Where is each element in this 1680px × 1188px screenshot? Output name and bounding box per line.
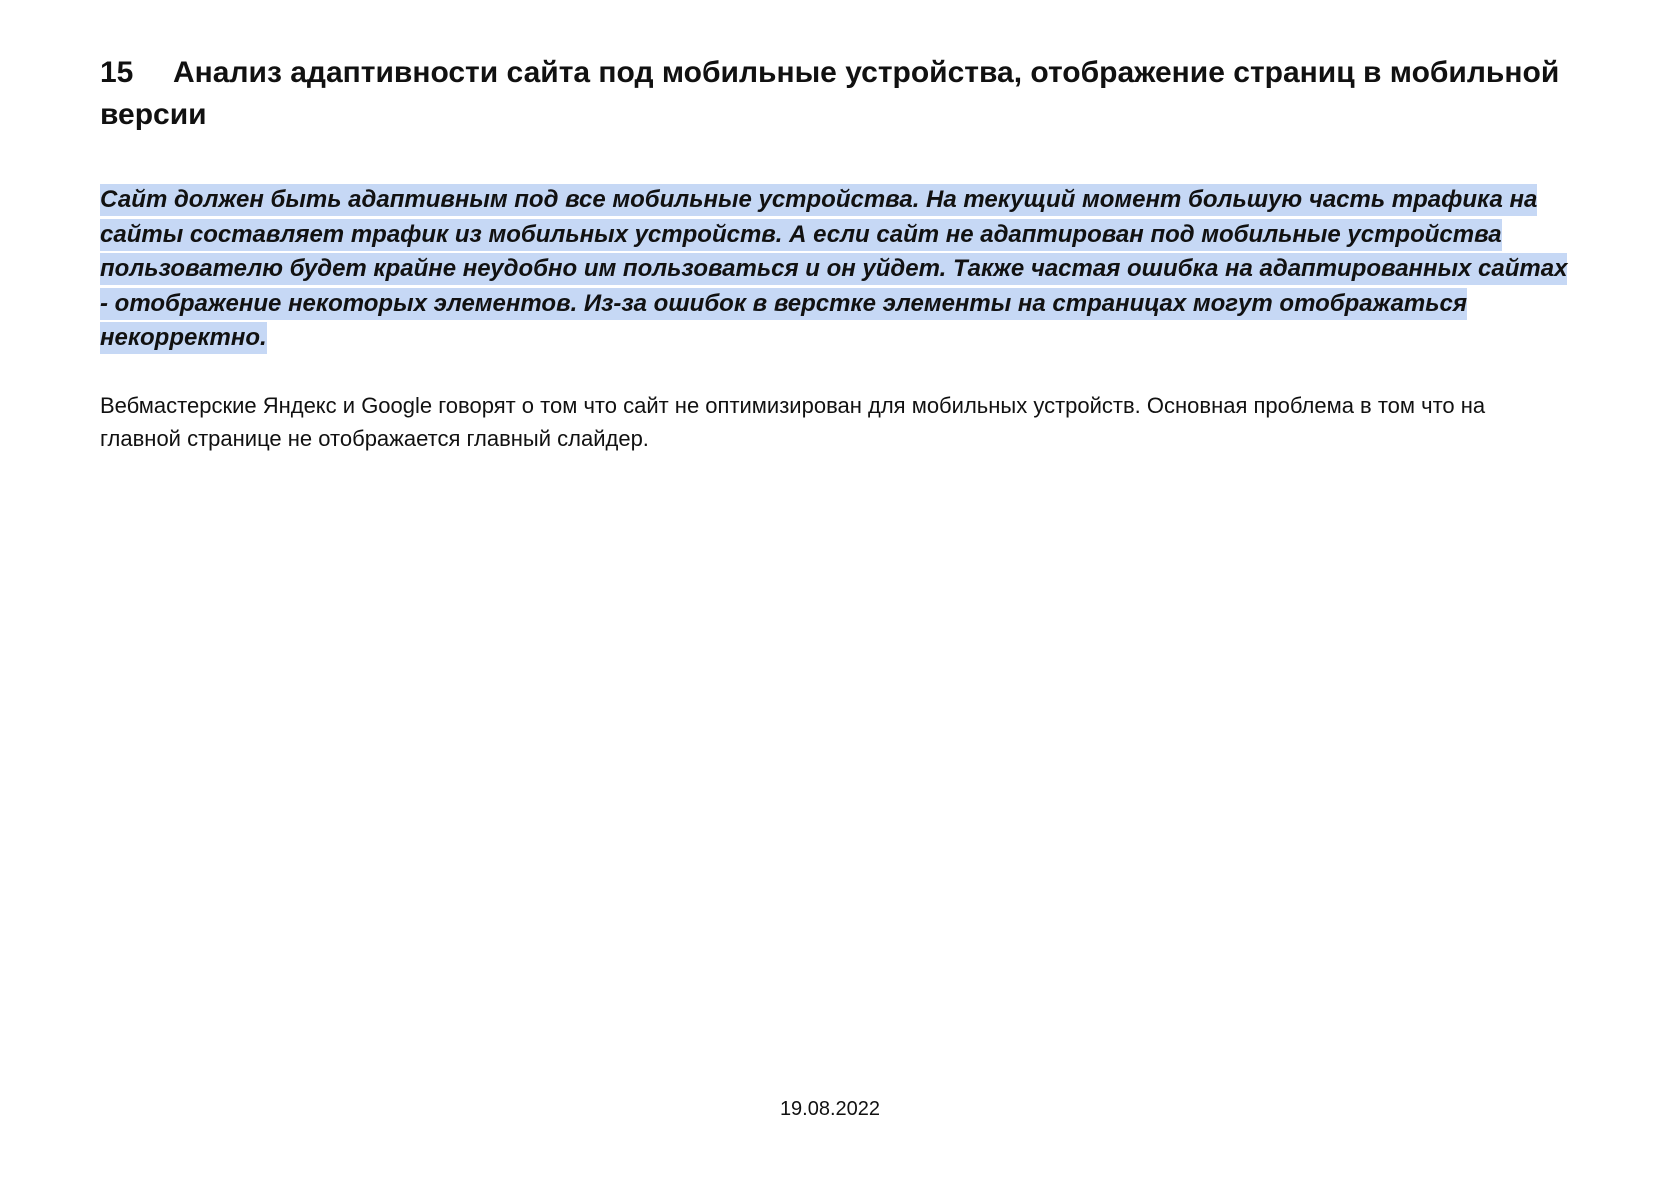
section-number: 15: [100, 56, 134, 89]
section-title: Анализ адаптивности сайта под мобильные устройства, отображение страниц в мобильной версии: [100, 56, 1560, 131]
section-heading: [100, 52, 1560, 136]
body-paragraph: Вебмастерские Яндекс и Google говорят о том что сайт не оптимизирован для мобильных устройств. Основная проблема в том что на главной странице не отображается главный слайдер.: [100, 393, 1486, 451]
highlighted-paragraph[interactable]: [100, 183, 1570, 356]
footer-date: 19.08.2022: [779, 1098, 881, 1120]
highlighted-paragraph-text: Сайт должен быть адаптивным под все мобильные устройства. На текущий момент большую часть трафика на сайты составляет трафик из мобильных устройств. А если сайт не адаптирован под мобильные устройства пользователю будет крайне неудобно им пользоваться и он уйдет. Также частая ошибка на адаптированных сайтах - отображение некоторых элементов. Из-за ошибок в верстке элементы на страницах могут отображаться некорректно.: [100, 184, 1567, 354]
